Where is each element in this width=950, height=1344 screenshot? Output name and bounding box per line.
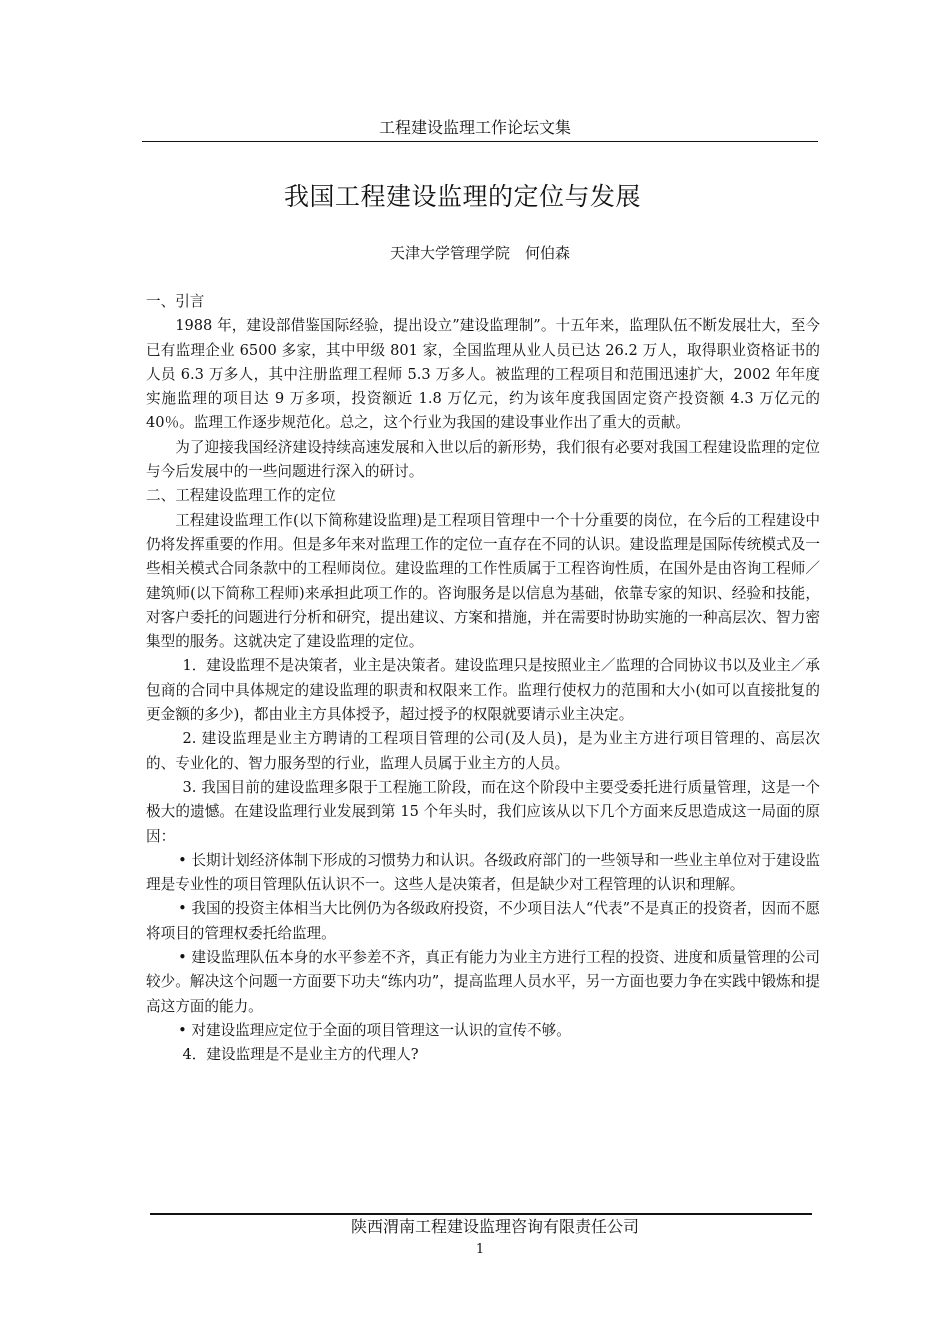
author-line: 天津大学管理学院 何伯森 <box>389 244 570 262</box>
bullet-item: • 建设监理队伍本身的水平参差不齐，真正有能力为业主方进行工程的投资、进度和质量管理的公司较少。解决这个问题一方面要下功夫“练内功”，提高监理人员水平，另一方面也要力争在实践中锻炼和提高这方面的能力。 <box>146 949 820 1015</box>
footer-company: 陕西渭南工程建设监理咨询有限责任公司 <box>350 1217 639 1236</box>
paragraph: 为了迎接我国经济建设持续高速发展和入世以后的新形势，我们很有必要对我国工程建设监理的定位与今后发展中的一些问题进行深入的研讨。 <box>146 438 820 481</box>
document-title: 我国工程建设监理的定位与发展 <box>283 182 641 211</box>
numbered-item: 2. 建设监理是业主方聘请的工程项目管理的公司(及人员)，是为业主方进行项目管理的、高层次的、专业化的、智力服务型的行业，监理人员属于业主方的人员。 <box>146 730 820 772</box>
section-heading-positioning: 二、工程建设监理工作的定位 <box>146 487 336 505</box>
numbered-item: 3. 我国目前的建设监理多限于工程施工阶段，而在这个阶段中主要受委托进行质量管理，这是一个极大的遗憾。在建设监理行业发展到第 15 个年头时，我们应该从以下几个方面来反思造成这一局面的原因： <box>146 778 820 845</box>
footer-divider <box>150 1213 812 1215</box>
numbered-item: 4．建设监理是不是业主方的代理人? <box>182 1046 419 1064</box>
page-number: 1 <box>475 1242 485 1257</box>
document-body <box>146 290 820 1068</box>
bullet-item: • 我国的投资主体相当大比例仍为各级政府投资，不少项目法人“代表”不是真正的投资者，因而不愿将项目的管理权委托给监理。 <box>146 900 820 942</box>
bullet-item: • 对建设监理应定位于全面的项目管理这一认识的宣传不够。 <box>178 1021 571 1039</box>
numbered-item: 1．建设监理不是决策者，业主是决策者。建设监理只是按照业主／监理的合同协议书以及业主／承包商的合同中具体规定的建设监理的职责和权限来工作。监理行使权力的范围和大小(如可以直接批复的更金额的多少)，都由业主方具体授予，超过授予的权限就要请示业主决定。 <box>146 657 820 724</box>
bullet-item: • 长期计划经济体制下形成的习惯势力和认识。各级政府部门的一些领导和一些业主单位对于建设监理是专业性的项目管理队伍认识不一。这些人是决策者，但是缺少对工程管理的认识和理解。 <box>146 851 820 894</box>
section-heading-introduction: 一、引言 <box>146 293 205 310</box>
paragraph: 工程建设监理工作(以下简称建设监理)是工程项目管理中一个十分重要的岗位，在今后的工程建设中仍将发挥重要的作用。但是多年来对监理工作的定位一直存在不同的认识。建设监理是国际传统模式及一些相关模式合同条款中的工程师岗位。建设监理的工作性质属于工程咨询性质，在国外是由咨询工程师／建筑师(以下简称工程师)来承担此项工作的。咨询服务是以信息为基础，依靠专家的知识、经验和技能，对客户委托的问题进行分析和研究，提出建议、方案和措施，并在需要时协助实施的一种高层次、智力密集型的服务。这就决定了建设监理的定位。 <box>146 511 820 651</box>
running-header: 工程建设监理工作论坛文集 <box>378 118 571 137</box>
paragraph: 1988 年，建设部借鉴国际经验，提出设立”建设监理制”。十五年来，监理队伍不断发展壮大，至今已有监理企业 6500 多家，其中甲级 801 家，全国监理从业人员已达 26.2 万人，取得职业资格证书的人员 6.3 万多人，其中注册监理工程师 5.3 万多人。被监理的工程项目和范围迅速扩大，2002 年年度实施监理的项目达 9 万多项，投资额近 1.8 万亿元，约为该年度我国固定资产投资额 4.3 万亿元的 40％。监理工作逐步规范化。总之，这个行业为我国的建设事业作出了重大的贡献。 <box>146 317 820 432</box>
header-divider <box>142 141 818 142</box>
